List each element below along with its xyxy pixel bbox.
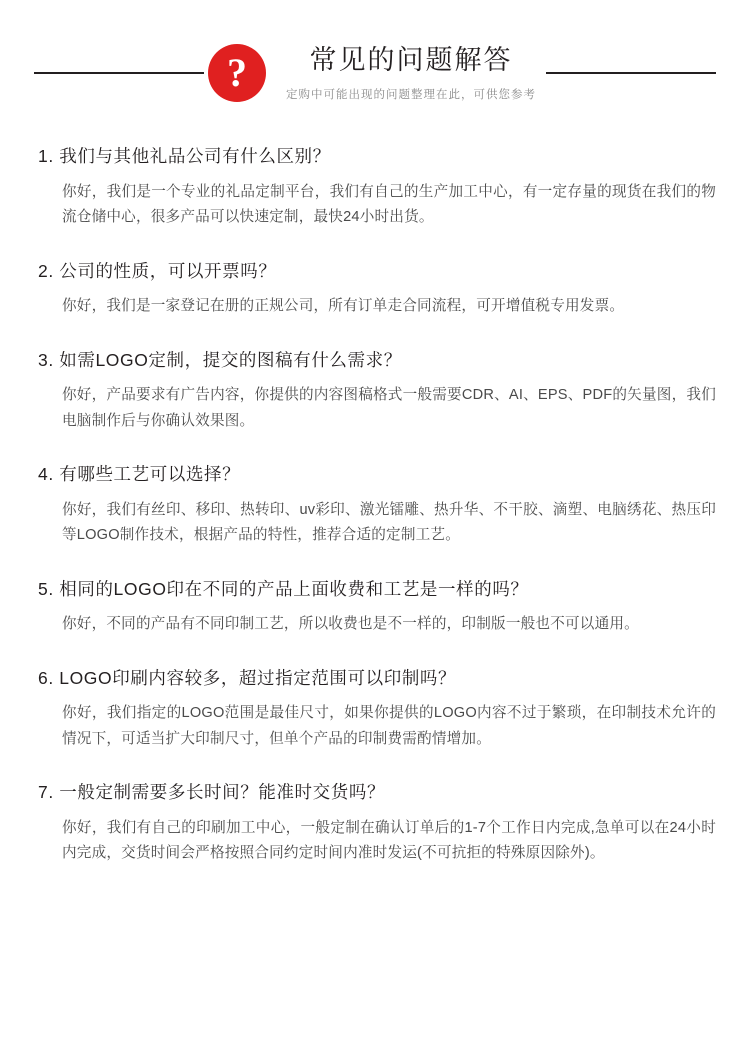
header-rule-left xyxy=(34,72,204,74)
faq-list xyxy=(0,102,750,907)
faq-item xyxy=(34,259,716,320)
faq-question: 1. 我们与其他礼品公司有什么区别？ xyxy=(38,146,331,166)
faq-answer: 你好，我们是一家登记在册的正规公司，所有订单走合同流程，可开增值税专用发票。 xyxy=(62,298,625,315)
faq-question: 2. 公司的性质，可以开票吗？ xyxy=(38,260,277,281)
faq-item xyxy=(34,780,716,867)
faq-question: 7. 一般定制需要多长时间？能准时交货吗？ xyxy=(38,782,386,803)
faq-item xyxy=(34,144,716,231)
faq-answer: 你好，我们有自己的印刷加工中心，一般定制在确认订单后的1-7个工作日内完成,急单可以在24小时内完成，交货时间会严格按照合同约定时间内准时发运(不可抗拒的特殊原因除外)。 xyxy=(62,819,716,862)
faq-answer: 你好，不同的产品有不同印制工艺，所以收费也是不一样的，印制版一般也不可以通用。 xyxy=(62,616,639,633)
faq-answer: 你好，我们是一个专业的礼品定制平台，我们有自己的生产加工中心，有一定存量的现货在我们的物流仓储中心，很多产品可以快速定制，最快24小时出货。 xyxy=(62,183,716,226)
faq-item xyxy=(34,462,716,549)
faq-item xyxy=(34,577,716,638)
faq-question: 3. 如需LOGO定制，提交的图稿有什么需求？ xyxy=(38,349,402,370)
header-rule-right xyxy=(546,72,716,74)
faq-question: 4. 有哪些工艺可以选择？ xyxy=(38,464,241,485)
question-mark-icon: ? xyxy=(208,44,266,102)
faq-item xyxy=(34,666,716,753)
page-title: 常见的问题解答 xyxy=(309,45,513,76)
faq-answer: 你好，产品要求有广告内容，你提供的内容图稿格式一般需要CDR、AI、EPS、PDF的矢量图，我们电脑制作后与你确认效果图。 xyxy=(62,387,716,429)
header-center xyxy=(204,44,540,102)
faq-answer: 你好，我们指定的LOGO范围是最佳尺寸，如果你提供的LOGO内容不过于繁琐，在印制技术允许的情况下，可适当扩大印制尺寸，但单个产品的印制费需酌情增加。 xyxy=(62,705,716,747)
page-subtitle: 定购中可能出现的问题整理在此，可供您参考 xyxy=(286,88,536,101)
faq-question: 5. 相同的LOGO印在不同的产品上面收费和工艺是一样的吗？ xyxy=(38,578,529,599)
faq-item xyxy=(34,348,716,435)
faq-answer: 你好，我们有丝印、移印、热转印、uv彩印、激光镭雕、热升华、不干胶、滴塑、电脑绣花、热压印等LOGO制作技术，根据产品的特性，推荐合适的定制工艺。 xyxy=(62,501,716,544)
page-header xyxy=(0,0,750,102)
header-title-block xyxy=(286,44,536,101)
faq-question: 6. LOGO印刷内容较多，超过指定范围可以印制吗？ xyxy=(38,667,457,688)
